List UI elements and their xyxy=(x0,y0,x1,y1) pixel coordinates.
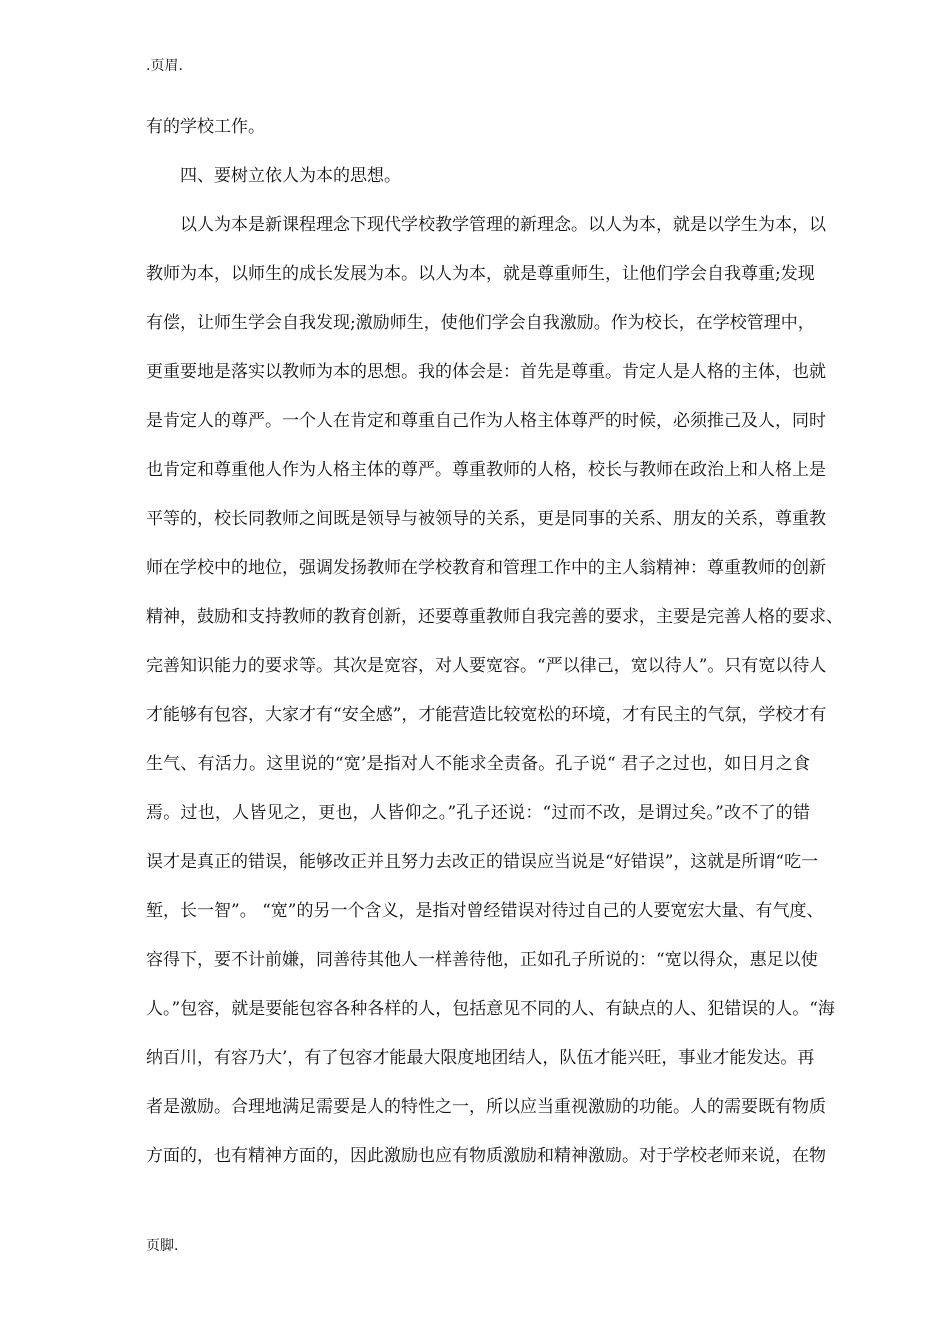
text-line: 是肯定人的尊严。一个人在肯定和尊重自己作为人格主体尊严的时候，必须推己及人，同时 xyxy=(146,411,826,431)
text-line: 生气、有活力。这里说的“宽’是指对人不能求全责备。孔子说“ 君子之过也，如日月之食 xyxy=(146,754,810,774)
text-line: 方面的，也有精神方面的，因此激励也应有物质激励和精神激励。对于学校老师来说，在物 xyxy=(146,1146,826,1166)
text-line: 师在学校中的地位，强调发扬教师在学校教育和管理工作中的主人翁精神：尊重教师的创新 xyxy=(146,558,826,578)
text-line: 才能够有包容，大家才有“安全感”，才能营造比较宽松的环境，才有民主的气氛，学校才有 xyxy=(146,705,827,725)
section-heading: 四、要树立依人为本的思想。 xyxy=(180,166,401,186)
text-line: 容得下，要不计前嫌，同善待其他人一样善待他，正如孔子所说的：“宽以得众，惠足以使 xyxy=(146,950,818,970)
text-line: 纳百川，有容乃大’，有了包容才能最大限度地团结人，队伍才能兴旺，事业才能发达。再 xyxy=(146,1048,815,1068)
text-line: 平等的，校长同教师之间既是领导与被领导的关系，更是同事的关系、朋友的关系，尊重教 xyxy=(146,509,826,529)
text-line: 也肯定和尊重他人作为人格主体的尊严。尊重教师的人格，校长与教师在政治上和人格上是 xyxy=(146,460,826,480)
text-line: 误才是真正的错误，能够改正并且努力去改正的错误应当说是“好错误”，这就是所谓“吃一 xyxy=(146,852,819,872)
text-line: 者是激励。合理地满足需要是人的特性之一，所以应当重视激励的功能。人的需要既有物质 xyxy=(146,1097,826,1117)
text-line: 精神，鼓励和支持教师的教育创新，还要尊重教师自我完善的要求，主要是完善人格的要求、 xyxy=(146,607,843,627)
text-line: 教师为本，以师生的成长发展为本。以人为本，就是尊重师生，让他们学会自我尊重;发现 xyxy=(146,264,815,284)
text-line: 有偿，让师生学会自我发现;激励师生，使他们学会自我激励。作为校长，在学校管理中， xyxy=(146,313,815,333)
text-line: 焉。过也，人皆见之，更也，人皆仰之。”孔子还说：“过而不改，是谓过矣。”改不了的错 xyxy=(146,803,810,823)
text-line: 更重要地是落实以教师为本的思想。我的体会是：首先是尊重。肯定人是人格的主体，也就 xyxy=(146,362,826,382)
page-footer: 页脚. xyxy=(146,1238,179,1254)
text-line: 完善知识能力的要求等。其次是宽容，对人要宽容。“严以律己，宽以待人”。只有宽以待人 xyxy=(146,656,827,676)
text-line: 有的学校工作。 xyxy=(146,117,265,137)
text-line: 人。”包容，就是要能包容各种各样的人，包括意见不同的人、有缺点的人、犯错误的人。“海 xyxy=(146,999,835,1019)
text-line: 以人为本是新课程理念下现代学校教学管理的新理念。以人为本，就是以学生为本，以 xyxy=(180,215,826,235)
page-header: .页眉. xyxy=(146,58,183,74)
text-line: 堑，长一智”。 “宽”的另一个含义，是指对曾经错误对待过自己的人要宽宏大量、有气度、 xyxy=(146,901,824,921)
